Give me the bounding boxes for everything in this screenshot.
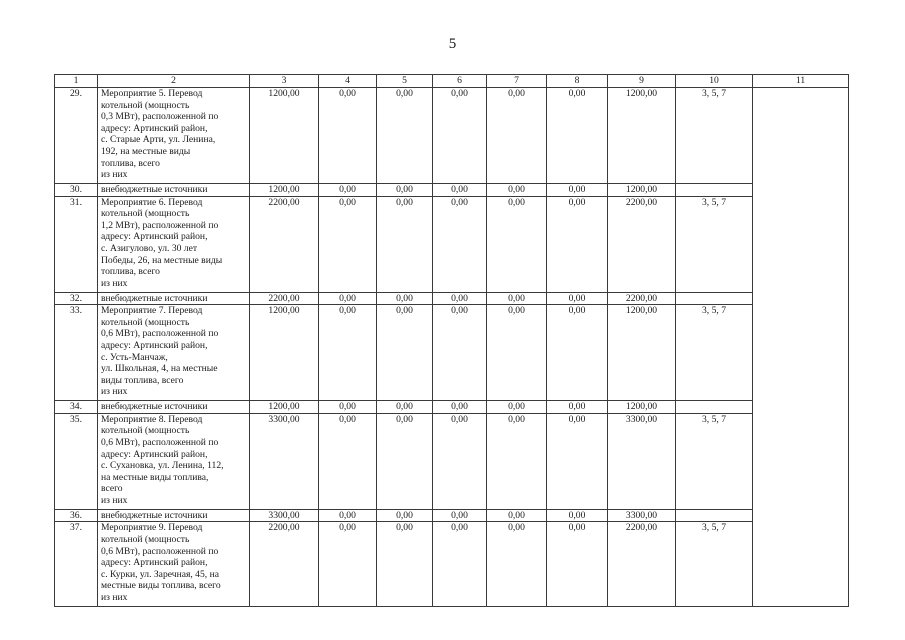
header-cell: 7 xyxy=(487,75,547,88)
value-cell-c5: 0,00 xyxy=(377,292,433,305)
description-line: ул. Школьная, 4, на местные xyxy=(101,363,218,375)
description-line: 0,6 МВт), расположенной по xyxy=(101,436,219,448)
empty-cell-11 xyxy=(753,522,849,607)
value-cell-c9: 3300,00 xyxy=(608,413,676,509)
value-cell-c4: 0,00 xyxy=(319,401,377,414)
value-cell-c7: 0,00 xyxy=(487,401,547,414)
description-line: адресу: Артинский район, xyxy=(101,448,208,460)
value-cell-c9: 2200,00 xyxy=(608,196,676,292)
value-cell-c10 xyxy=(676,509,753,522)
header-cell: 2 xyxy=(98,75,250,88)
empty-cell-11 xyxy=(753,413,849,509)
value-cell-c7: 0,00 xyxy=(487,305,547,401)
value-cell-c5: 0,00 xyxy=(377,522,433,607)
value-cell-c8: 0,00 xyxy=(547,184,608,197)
row-description xyxy=(98,305,250,401)
table-row xyxy=(55,522,849,607)
value-cell-c10: 3, 5, 7 xyxy=(676,305,753,401)
value-cell-c6: 0,00 xyxy=(433,88,487,184)
table-row xyxy=(55,413,849,509)
value-cell-c8: 0,00 xyxy=(547,88,608,184)
description-line: котельной (мощность xyxy=(101,533,190,545)
value-cell-c5: 0,00 xyxy=(377,88,433,184)
value-cell-c6: 0,00 xyxy=(433,292,487,305)
description-line: топлива, всего xyxy=(101,157,160,169)
description-line: из них xyxy=(101,169,128,181)
description-line: виды топлива, всего xyxy=(101,374,184,386)
table-row xyxy=(55,509,849,522)
value-cell-c8: 0,00 xyxy=(547,413,608,509)
value-cell-c9: 1200,00 xyxy=(608,401,676,414)
value-cell-c3: 3300,00 xyxy=(250,509,319,522)
value-cell-c7: 0,00 xyxy=(487,509,547,522)
description-line: из них xyxy=(101,386,128,398)
value-cell-c9: 1200,00 xyxy=(608,184,676,197)
value-cell-c5: 0,00 xyxy=(377,401,433,414)
header-cell: 10 xyxy=(676,75,753,88)
header-cell: 8 xyxy=(547,75,608,88)
value-cell-c4: 0,00 xyxy=(319,292,377,305)
description-line: котельной (мощность xyxy=(101,208,190,220)
value-cell-c6: 0,00 xyxy=(433,522,487,607)
row-description xyxy=(98,509,250,522)
row-number: 37. xyxy=(55,522,98,607)
description-line: котельной (мощность xyxy=(101,316,190,328)
empty-cell-11 xyxy=(753,292,849,305)
value-cell-c6: 0,00 xyxy=(433,184,487,197)
value-cell-c4: 0,00 xyxy=(319,413,377,509)
description-line: из них xyxy=(101,494,128,506)
value-cell-c6: 0,00 xyxy=(433,196,487,292)
value-cell-c4: 0,00 xyxy=(319,522,377,607)
empty-cell-11 xyxy=(753,88,849,184)
value-cell-c5: 0,00 xyxy=(377,413,433,509)
empty-cell-11 xyxy=(753,305,849,401)
value-cell-c5: 0,00 xyxy=(377,184,433,197)
value-cell-c10 xyxy=(676,401,753,414)
table-row xyxy=(55,401,849,414)
value-cell-c4: 0,00 xyxy=(319,305,377,401)
description-line: 192, на местные виды xyxy=(101,145,191,157)
row-description xyxy=(98,88,250,184)
value-cell-c9: 1200,00 xyxy=(608,305,676,401)
table-row xyxy=(55,184,849,197)
value-cell-c8: 0,00 xyxy=(547,401,608,414)
empty-cell-11 xyxy=(753,509,849,522)
value-cell-c3: 2200,00 xyxy=(250,292,319,305)
description-line: внебюджетные источники xyxy=(101,509,208,521)
value-cell-c7: 0,00 xyxy=(487,184,547,197)
value-cell-c6: 0,00 xyxy=(433,401,487,414)
description-line: адресу: Артинский район, xyxy=(101,339,208,351)
description-line: внебюджетные источники xyxy=(101,401,208,413)
description-line: 0,6 МВт), расположенной по xyxy=(101,328,219,340)
header-cell: 9 xyxy=(608,75,676,88)
empty-cell-11 xyxy=(753,196,849,292)
value-cell-c8: 0,00 xyxy=(547,196,608,292)
empty-cell-11 xyxy=(753,184,849,197)
description-line: 0,6 МВт), расположенной по xyxy=(101,545,219,557)
description-line: Мероприятие 6. Перевод xyxy=(101,196,203,208)
row-number: 34. xyxy=(55,401,98,414)
description-line: Мероприятие 7. Перевод xyxy=(101,305,203,317)
description-line: Мероприятие 8. Перевод xyxy=(101,413,203,425)
description-line: из них xyxy=(101,277,128,289)
value-cell-c8: 0,00 xyxy=(547,509,608,522)
value-cell-c10: 3, 5, 7 xyxy=(676,88,753,184)
row-description xyxy=(98,184,250,197)
row-number: 29. xyxy=(55,88,98,184)
header-cell: 11 xyxy=(753,75,849,88)
description-line: внебюджетные источники xyxy=(101,184,208,195)
row-description xyxy=(98,522,250,607)
value-cell-c3: 1200,00 xyxy=(250,88,319,184)
value-cell-c7: 0,00 xyxy=(487,413,547,509)
value-cell-c6: 0,00 xyxy=(433,305,487,401)
value-cell-c4: 0,00 xyxy=(319,509,377,522)
value-cell-c7: 0,00 xyxy=(487,522,547,607)
value-cell-c9: 3300,00 xyxy=(608,509,676,522)
row-number: 31. xyxy=(55,196,98,292)
row-description xyxy=(98,401,250,414)
row-number: 36. xyxy=(55,509,98,522)
value-cell-c4: 0,00 xyxy=(319,88,377,184)
value-cell-c5: 0,00 xyxy=(377,196,433,292)
value-cell-c10: 3, 5, 7 xyxy=(676,522,753,607)
description-line: топлива, всего xyxy=(101,266,160,278)
description-line: Победы, 26, на местные виды xyxy=(101,254,223,266)
value-cell-c3: 1200,00 xyxy=(250,184,319,197)
value-cell-c7: 0,00 xyxy=(487,292,547,305)
header-cell: 4 xyxy=(319,75,377,88)
table-row xyxy=(55,88,849,184)
row-description xyxy=(98,196,250,292)
program-table xyxy=(54,74,849,607)
value-cell-c8: 0,00 xyxy=(547,292,608,305)
value-cell-c10: 3, 5, 7 xyxy=(676,413,753,509)
row-description xyxy=(98,413,250,509)
description-line: местные виды топлива, всего xyxy=(101,580,221,592)
description-line: Мероприятие 5. Перевод xyxy=(101,88,203,99)
value-cell-c9: 1200,00 xyxy=(608,88,676,184)
value-cell-c9: 2200,00 xyxy=(608,292,676,305)
description-line: с. Сухановка, ул. Ленина, 112, xyxy=(101,460,224,472)
description-line: на местные виды топлива, xyxy=(101,471,209,483)
description-line: с. Старые Арти, ул. Ленина, xyxy=(101,134,216,146)
value-cell-c5: 0,00 xyxy=(377,305,433,401)
page-number: 5 xyxy=(448,36,457,52)
header-cell: 1 xyxy=(55,75,98,88)
description-line: адресу: Артинский район, xyxy=(101,231,208,243)
row-number: 33. xyxy=(55,305,98,401)
value-cell-c3: 3300,00 xyxy=(250,413,319,509)
value-cell-c4: 0,00 xyxy=(319,184,377,197)
row-number: 32. xyxy=(55,292,98,305)
value-cell-c8: 0,00 xyxy=(547,305,608,401)
value-cell-c6: 0,00 xyxy=(433,509,487,522)
header-row xyxy=(55,75,849,88)
table-row xyxy=(55,305,849,401)
value-cell-c10: 3, 5, 7 xyxy=(676,196,753,292)
value-cell-c10 xyxy=(676,292,753,305)
description-line: всего xyxy=(101,483,123,495)
value-cell-c7: 0,00 xyxy=(487,88,547,184)
value-cell-c5: 0,00 xyxy=(377,509,433,522)
row-number: 35. xyxy=(55,413,98,509)
value-cell-c3: 2200,00 xyxy=(250,196,319,292)
description-line: адресу: Артинский район, xyxy=(101,122,208,134)
value-cell-c4: 0,00 xyxy=(319,196,377,292)
description-line: с. Курки, ул. Заречная, 45, на xyxy=(101,568,219,580)
description-line: с. Усть-Манчаж, xyxy=(101,351,168,363)
description-line: из них xyxy=(101,591,128,603)
description-line: котельной (мощность xyxy=(101,425,190,437)
description-line: 0,3 МВт), расположенной по xyxy=(101,111,219,123)
header-cell: 3 xyxy=(250,75,319,88)
header-cell: 5 xyxy=(377,75,433,88)
row-description xyxy=(98,292,250,305)
value-cell-c3: 1200,00 xyxy=(250,401,319,414)
value-cell-c8: 0,00 xyxy=(547,522,608,607)
value-cell-c6: 0,00 xyxy=(433,413,487,509)
table-row xyxy=(55,292,849,305)
description-line: 1,2 МВт), расположенной по xyxy=(101,219,219,231)
value-cell-c3: 1200,00 xyxy=(250,305,319,401)
row-number: 30. xyxy=(55,184,98,197)
description-line: внебюджетные источники xyxy=(101,292,208,304)
description-line: адресу: Артинский район, xyxy=(101,557,208,569)
value-cell-c7: 0,00 xyxy=(487,196,547,292)
empty-cell-11 xyxy=(753,401,849,414)
description-line: котельной (мощность xyxy=(101,99,190,111)
value-cell-c10 xyxy=(676,184,753,197)
description-line: Мероприятие 9. Перевод xyxy=(101,522,203,534)
value-cell-c9: 2200,00 xyxy=(608,522,676,607)
table-row xyxy=(55,196,849,292)
header-cell: 6 xyxy=(433,75,487,88)
description-line: с. Азигулово, ул. 30 лет xyxy=(101,242,198,254)
value-cell-c3: 2200,00 xyxy=(250,522,319,607)
